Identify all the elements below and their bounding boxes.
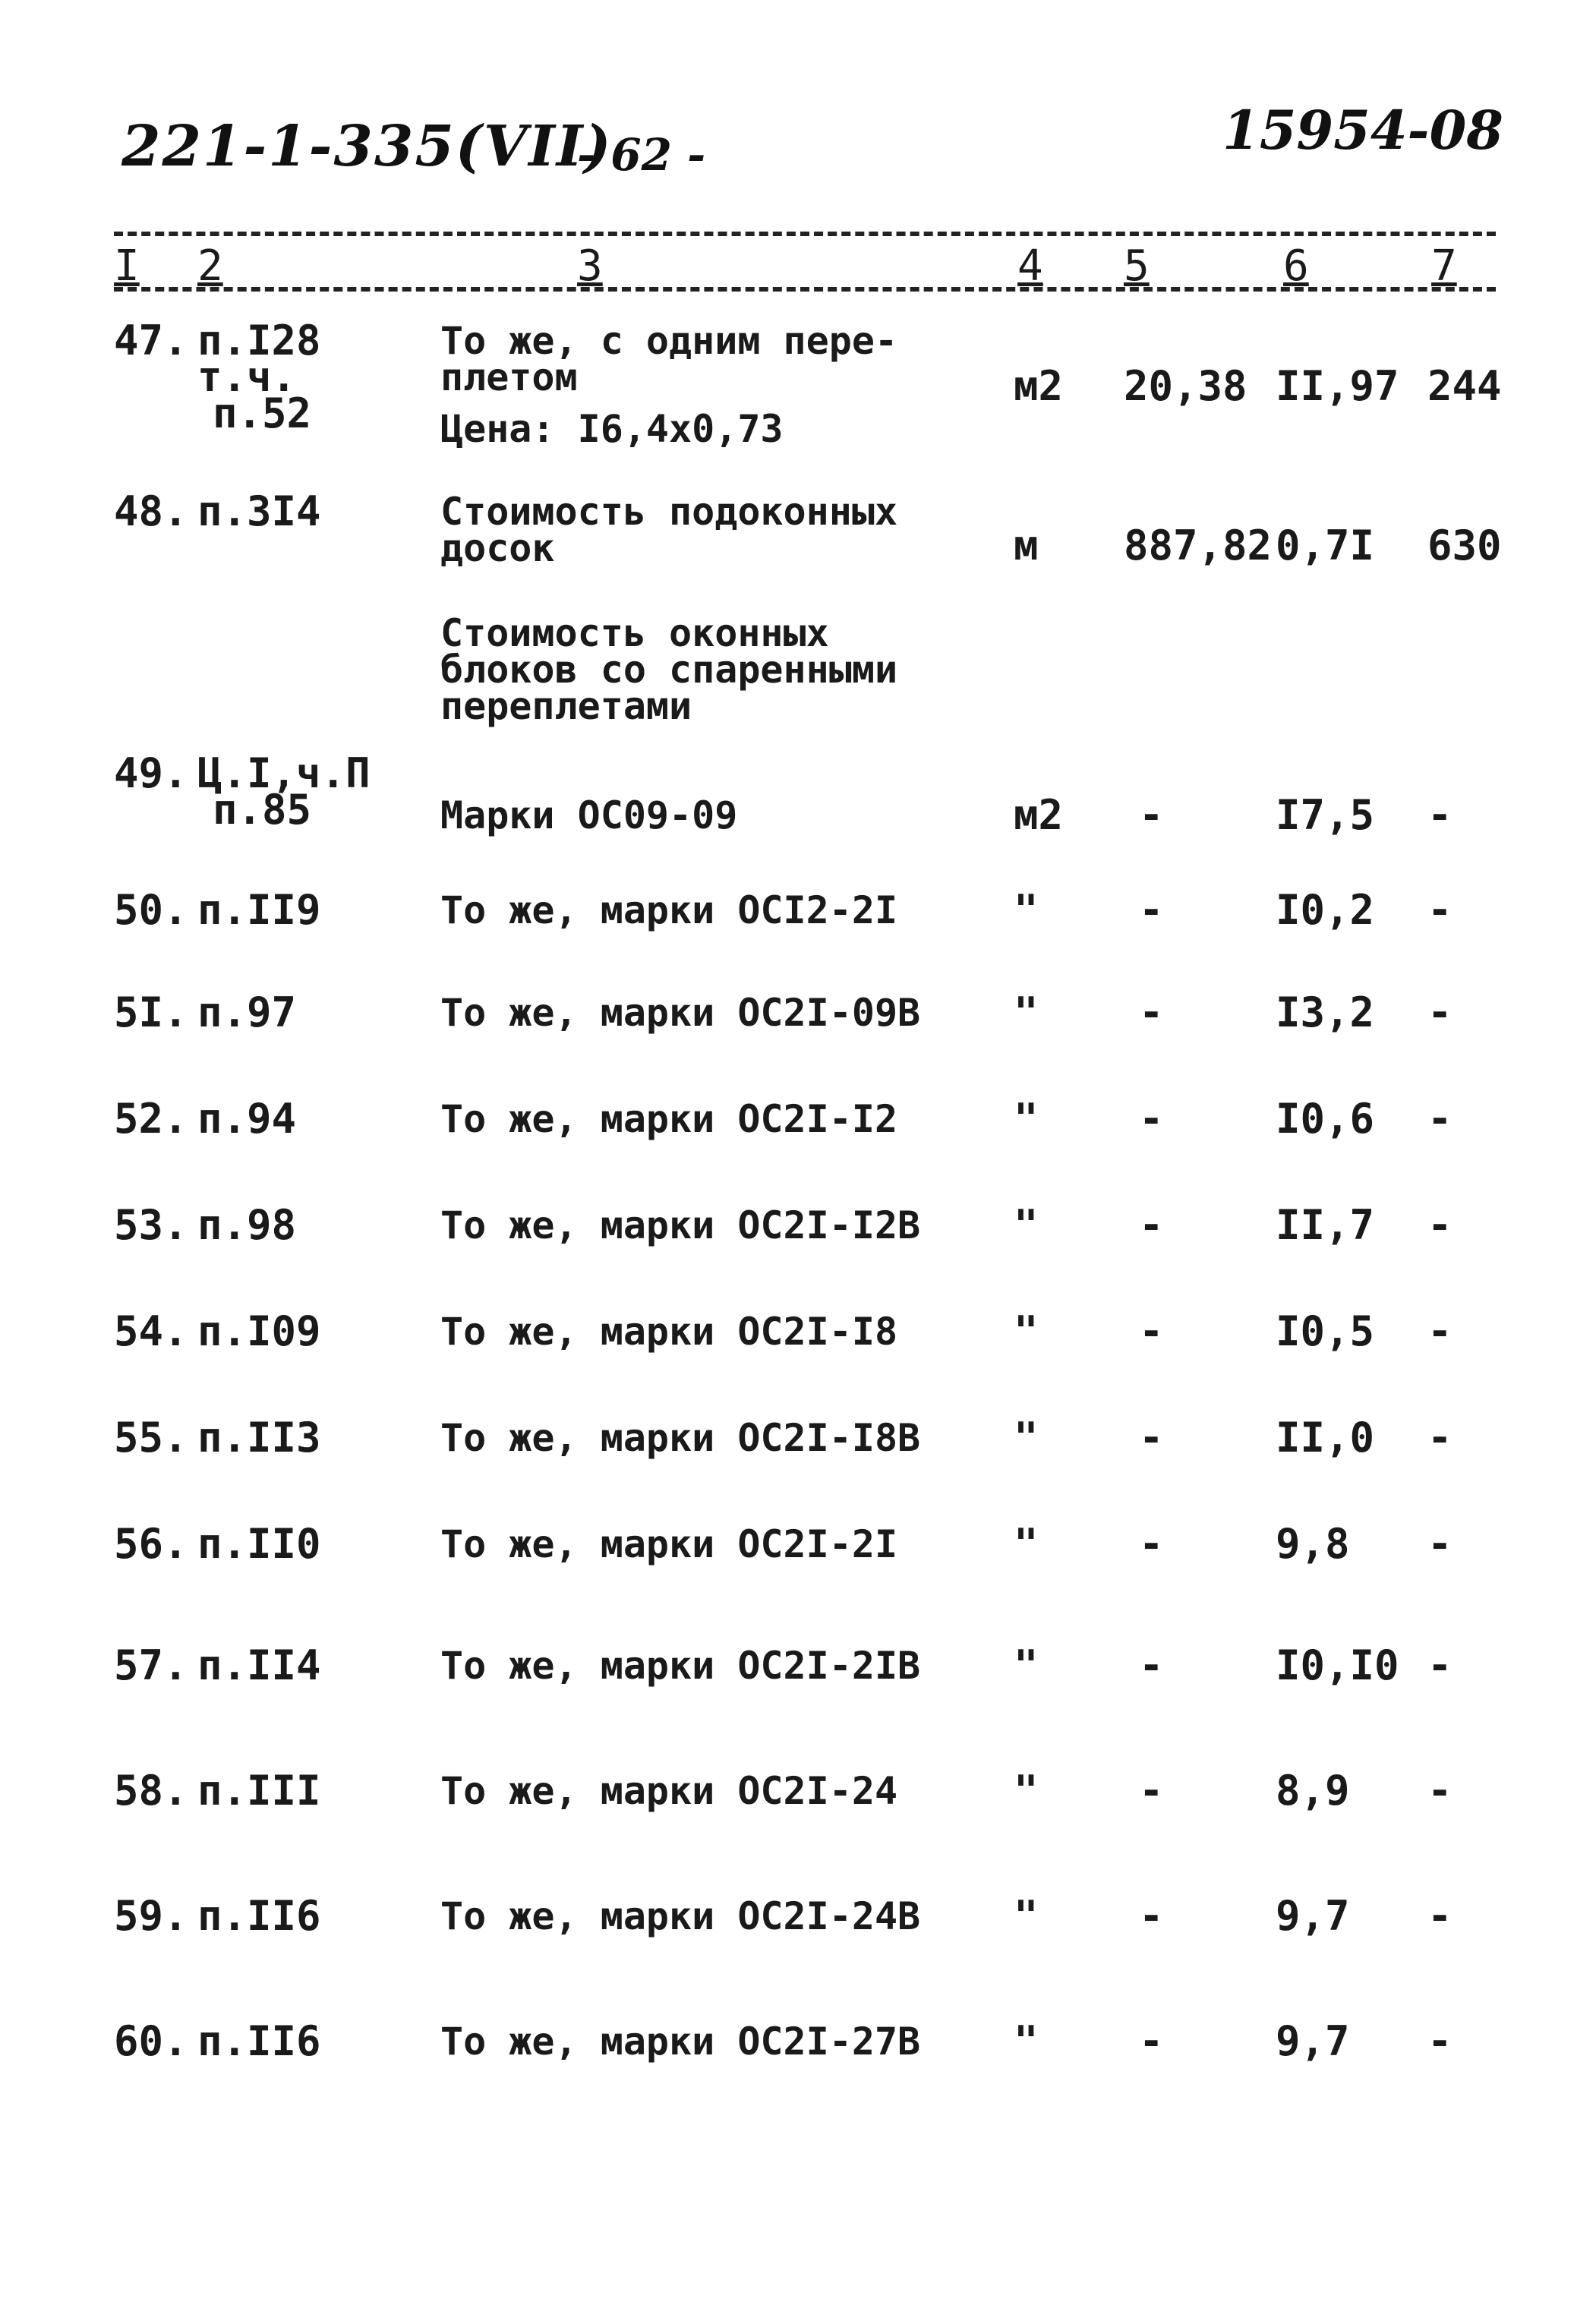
row-number: 54. <box>114 1307 188 1355</box>
header-top-divider <box>114 232 1496 236</box>
row-unit: " <box>1014 1520 1039 1568</box>
row-number: 48. <box>114 487 188 535</box>
row-description: То же, марки ОС2I-I2В <box>440 1203 921 1247</box>
row-number: 5I. <box>114 989 188 1036</box>
column-header-2: 2 <box>197 241 223 291</box>
header-bottom-divider <box>114 287 1496 292</box>
row-description: То же, марки ОС2I-I8В <box>440 1416 921 1460</box>
row-quantity: - <box>1139 1095 1164 1143</box>
row-unit-price: I0,5 <box>1276 1307 1375 1355</box>
row-unit: м <box>1014 522 1039 569</box>
row-unit-price: II,97 <box>1276 362 1399 410</box>
row-unit: " <box>1014 2017 1039 2065</box>
row-description: Марки ОС09-09 <box>440 793 738 837</box>
row-total: - <box>1427 1767 1452 1815</box>
row-reference: п.II3 <box>197 1414 321 1462</box>
row-unit-price: I0,6 <box>1276 1095 1375 1143</box>
row-unit: " <box>1014 1767 1039 1815</box>
row-total: - <box>1427 791 1452 839</box>
row-reference: п.II6 <box>197 2017 321 2065</box>
row-description: То же, марки ОС2I-24В <box>440 1894 921 1938</box>
row-quantity: - <box>1139 1767 1164 1815</box>
document-code: 221-1-335(VII) <box>121 114 613 179</box>
row-unit-price: 8,9 <box>1276 1767 1350 1815</box>
row-description: То же, марки ОС2I-I8 <box>440 1310 898 1354</box>
row-description: То же, марки ОС2I-27В <box>440 2020 921 2064</box>
column-header-5: 5 <box>1124 241 1150 291</box>
row-reference: п.II6 <box>197 1892 321 1940</box>
row-quantity: - <box>1139 1641 1164 1689</box>
row-total: - <box>1427 886 1452 934</box>
row-reference: п.97 <box>197 989 297 1036</box>
column-header-4: 4 <box>1017 241 1043 291</box>
row-unit: м2 <box>1014 791 1064 839</box>
row-description: переплетами <box>440 684 692 728</box>
row-description: Стоимость подоконных <box>440 490 898 534</box>
row-number: 58. <box>114 1767 188 1815</box>
row-description: То же, марки ОС2I-I2 <box>440 1097 898 1141</box>
row-unit-price: I3,2 <box>1276 989 1375 1036</box>
row-number: 56. <box>114 1520 188 1568</box>
row-description: То же, марки ОС2I-2IВ <box>440 1644 921 1688</box>
row-description: То же, с одним пере- <box>440 319 898 363</box>
row-reference: п.52 <box>213 389 312 437</box>
row-unit-price: 9,7 <box>1276 2017 1350 2065</box>
row-number: 53. <box>114 1201 188 1249</box>
row-quantity: - <box>1139 1520 1164 1568</box>
row-description: То же, марки ОС2I-09В <box>440 991 921 1035</box>
row-total: - <box>1427 1201 1452 1249</box>
column-header-6: 6 <box>1283 241 1309 291</box>
row-description: То же, марки ОСI2-2I <box>440 888 898 932</box>
row-unit: " <box>1014 989 1039 1036</box>
row-number: 60. <box>114 2017 188 2065</box>
row-total: - <box>1427 1095 1452 1143</box>
sheet-code: 15954-08 <box>1222 99 1503 162</box>
row-description: блоков со спаренными <box>440 648 898 692</box>
row-reference: п.II9 <box>197 886 321 934</box>
row-total: - <box>1427 1892 1452 1940</box>
row-total: - <box>1427 1307 1452 1355</box>
row-quantity: 887,82 <box>1124 522 1273 569</box>
row-unit: " <box>1014 1892 1039 1940</box>
row-reference: п.94 <box>197 1095 297 1143</box>
row-reference: п.I28 <box>197 317 321 364</box>
row-quantity: - <box>1139 1307 1164 1355</box>
row-unit-price: 9,7 <box>1276 1892 1350 1940</box>
row-unit-price: I7,5 <box>1276 791 1375 839</box>
row-unit: " <box>1014 1201 1039 1249</box>
row-number: 52. <box>114 1095 188 1143</box>
column-header-1: I <box>114 241 140 291</box>
row-reference: п.3I4 <box>197 487 321 535</box>
row-total: - <box>1427 1641 1452 1689</box>
row-unit-price: 9,8 <box>1276 1520 1350 1568</box>
row-number: 49. <box>114 749 188 797</box>
row-total: 244 <box>1427 362 1502 410</box>
row-reference: т.ч. <box>197 353 297 401</box>
row-reference: п.98 <box>197 1201 297 1249</box>
row-description: плетом <box>440 355 578 399</box>
row-quantity: - <box>1139 2017 1164 2065</box>
row-unit: " <box>1014 886 1039 934</box>
row-total: - <box>1427 989 1452 1036</box>
row-reference: п.II0 <box>197 1520 321 1568</box>
row-number: 50. <box>114 886 188 934</box>
row-quantity: - <box>1139 1201 1164 1249</box>
row-quantity: 20,38 <box>1124 362 1247 410</box>
row-total: - <box>1427 1520 1452 1568</box>
row-unit: " <box>1014 1414 1039 1462</box>
row-total: - <box>1427 1414 1452 1462</box>
row-description: Стоимость оконных <box>440 611 829 655</box>
row-reference: п.I09 <box>197 1307 321 1355</box>
row-total: - <box>1427 2017 1452 2065</box>
page-number: - 62 - <box>577 129 706 181</box>
row-number: 47. <box>114 317 188 364</box>
row-description: То же, марки ОС2I-24 <box>440 1769 898 1813</box>
row-reference: п.III <box>197 1767 321 1815</box>
row-unit-price: II,7 <box>1276 1201 1375 1249</box>
row-quantity: - <box>1139 886 1164 934</box>
row-quantity: - <box>1139 1892 1164 1940</box>
row-reference: п.II4 <box>197 1641 321 1689</box>
row-total: 630 <box>1427 522 1502 569</box>
row-unit: м2 <box>1014 362 1064 410</box>
row-description: Цена: I6,4x0,73 <box>440 407 784 451</box>
row-quantity: - <box>1139 989 1164 1036</box>
row-quantity: - <box>1139 791 1164 839</box>
row-description: досок <box>440 526 555 570</box>
row-number: 57. <box>114 1641 188 1689</box>
row-quantity: - <box>1139 1414 1164 1462</box>
row-unit-price: II,0 <box>1276 1414 1375 1462</box>
column-header-7: 7 <box>1431 241 1457 291</box>
row-number: 59. <box>114 1892 188 1940</box>
row-reference: п.85 <box>213 786 312 834</box>
row-unit-price: I0,I0 <box>1276 1641 1399 1689</box>
row-unit: " <box>1014 1095 1039 1143</box>
row-unit: " <box>1014 1641 1039 1689</box>
row-number: 55. <box>114 1414 188 1462</box>
column-header-3: 3 <box>577 241 603 291</box>
row-description: То же, марки ОС2I-2I <box>440 1522 898 1566</box>
row-unit-price: I0,2 <box>1276 886 1375 934</box>
row-reference: Ц.I,ч.П <box>197 749 371 797</box>
row-unit: " <box>1014 1307 1039 1355</box>
row-unit-price: 0,7I <box>1276 522 1375 569</box>
